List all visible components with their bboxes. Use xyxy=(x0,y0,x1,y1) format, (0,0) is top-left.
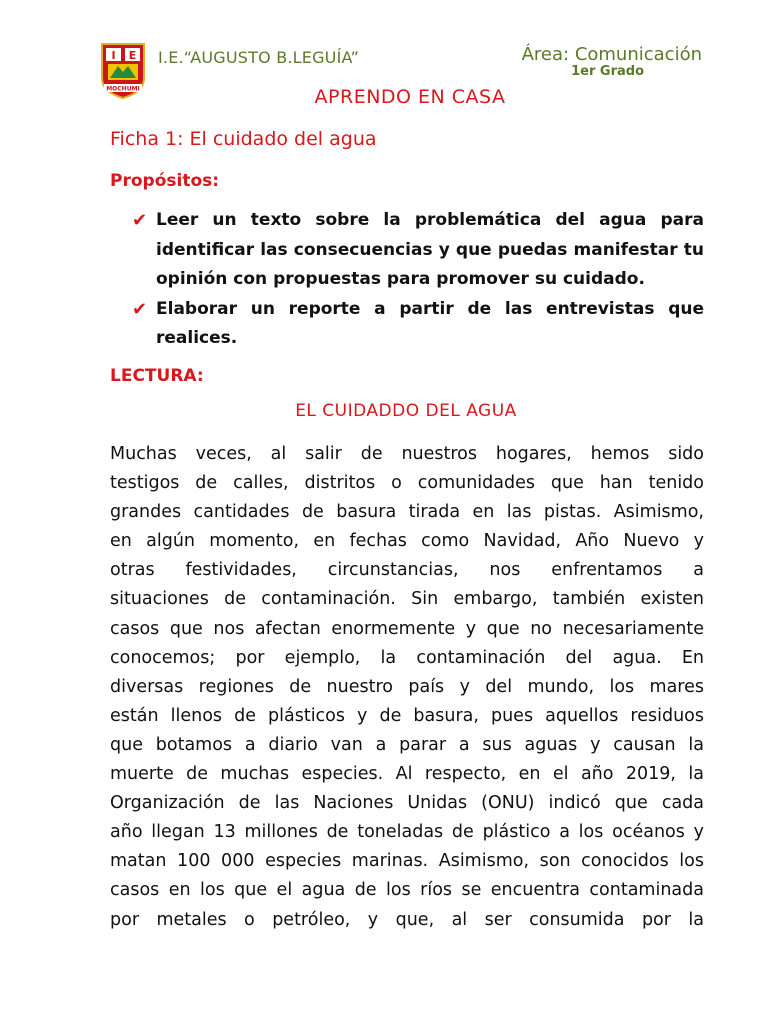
reading-heading: LECTURA: xyxy=(110,366,204,386)
checkmark-icon: ✔ xyxy=(132,298,148,320)
logo-label: MOCHUMI xyxy=(106,85,140,93)
reading-body xyxy=(110,440,704,935)
purpose-item xyxy=(132,206,704,295)
reading-title: EL CUIDADDO DEL AGUA xyxy=(295,401,517,421)
text-line: casos en los que el agua de los ríos se encuentra contaminada xyxy=(110,880,704,901)
text-line: situaciones de contaminación. Sin embargo, también existen xyxy=(110,589,704,610)
svg-text:I: I xyxy=(111,49,116,62)
text-line: grandes cantidades de basura tirada en las pistas. Asimismo, xyxy=(110,502,704,523)
text-line: por metales o petróleo, y que, al ser consumida por la xyxy=(110,909,704,930)
text-line: año llegan 13 millones de toneladas de plástico a los océanos y xyxy=(110,822,704,843)
school-name: I.E.“AUGUSTO B.LEGUÍA” xyxy=(158,48,360,67)
purpose-text: Elaborar un reporte a partir de las entrevistas que realices. xyxy=(156,298,704,348)
purpose-text: Leer un texto sobre la problemática del agua para identificar las consecuencias y que puedas manifestar tu opinión con propuestas para promover su cuidado. xyxy=(156,210,704,289)
checkmark-icon: ✔ xyxy=(132,210,148,231)
text-line: Organización de las Naciones Unidas (ONU) indicó que cada xyxy=(110,793,704,814)
svg-text:E: E xyxy=(128,49,137,62)
text-line: matan 100 000 especies marinas. Asimismo, son conocidos los xyxy=(110,851,704,872)
worksheet-title: Ficha 1: El cuidado del agua xyxy=(110,128,377,150)
text-line: otras festividades, circunstancias, nos enfrentamos a xyxy=(110,560,704,581)
page-title: APRENDO EN CASA xyxy=(314,86,506,108)
text-line: Muchas veces, al salir de nuestros hogares, hemos sido xyxy=(110,444,704,464)
text-line: en algún momento, en fechas como Navidad, Año Nuevo y xyxy=(110,531,704,552)
grade-label: 1er Grado xyxy=(571,64,644,79)
purposes-heading: Propósitos: xyxy=(110,171,220,191)
text-line: testigos de calles, distritos o comunidades que han tenido xyxy=(110,473,704,494)
purposes-list xyxy=(132,206,704,354)
purpose-item xyxy=(132,295,704,354)
text-line: diversas regiones de nuestro país y del mundo, los mares xyxy=(110,676,704,697)
subject-area: Área: Comunicación xyxy=(521,44,702,65)
text-line: casos que nos afectan enormemente y que no necesariamente xyxy=(110,618,704,639)
text-line: están llenos de plásticos y de basura, pues aquellos residuos xyxy=(110,705,704,726)
text-line: conocemos; por ejemplo, la contaminación del agua. En xyxy=(110,647,704,668)
text-line: que botamos a diario van a parar a sus aguas y causan la xyxy=(110,734,704,755)
text-line: muerte de muchas especies. Al respecto, en el año 2019, la xyxy=(110,764,704,785)
